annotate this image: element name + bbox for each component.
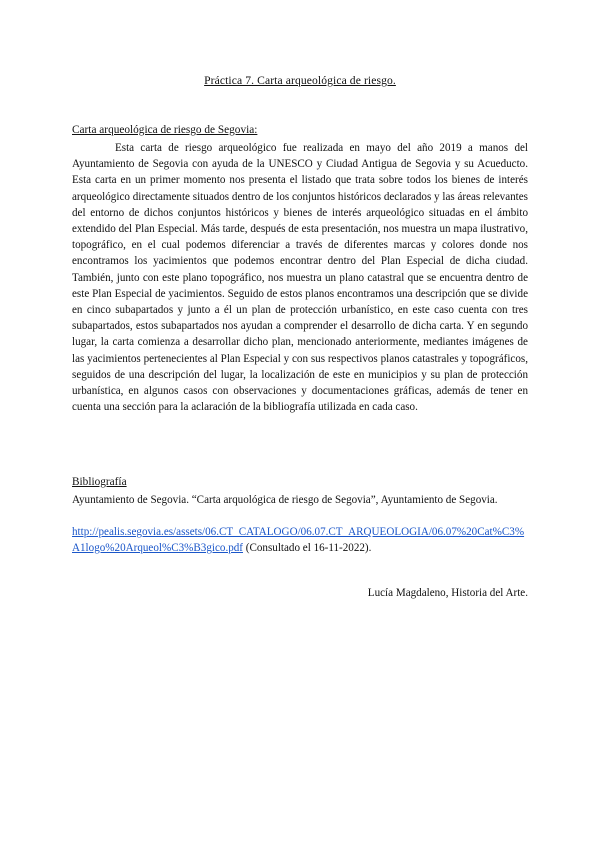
author-signature: Lucía Magdaleno, Historia del Arte.	[367, 587, 528, 599]
bibliography-link[interactable]: http://pealis.segovia.es/assets/06.CT_CATALOGO/06.07.CT_ARQUEOLOGIA/06.07%20Cat%C3%A1logo%20Arqueol%C3%B3gico.pdf	[72, 526, 525, 554]
bibliography-entry: Ayuntamiento de Segovia. “Carta arquológica de riesgo de Segovia”, Ayuntamiento de Segovia.	[72, 494, 498, 506]
bibliography-heading: Bibliografía	[72, 476, 127, 488]
page-title: Práctica 7. Carta arqueológica de riesgo.	[204, 74, 396, 87]
body-paragraph: Esta carta de riesgo arqueológico fue realizada en mayo del año 2019 a manos del Ayuntamiento de Segovia con ayuda de la UNESCO y Ciudad Antigua de Segovia y su Acueducto. Esta carta en un primer momento nos presenta el listado que trata sobre todos los bienes de interés arqueológico directamente situados dentro de los conjuntos históricos declarados y las áreas relevantes del entorno de dichos conjuntos históricos y bienes de interés arqueológico situadas en el ámbito extendido del Plan Especial. Más tarde, después de esta presentación, nos muestra un mapa ilustrativo, topográfico, en el cual podemos diferenciar a través de diferentes marcas y colores donde nos encontramos los yacimientos que podemos encontrar dentro del Plan Especial de dicha ciudad. También, junto con este plano topográfico, nos muestra un plano catastral que se encuentra dentro de este Plan Especial de yacimientos. Seguido de estos planos encontramos una descripción que se divide en cinco subapartados y junto a él un plan de protección urbanístico, en este caso cuenta con tres subapartados, estos subapartados nos ayudan a comprender el desarrollo de dicha carta. Y en segundo lugar, la carta comienza a desarrollar dicho plan, mencionado anteriormente, mediantes imágenes de las yacimientos pertenecientes al Plan Especial y con sus respectivos planos catastrales y topográficos, seguidos de una descripción del lugar, la localización de este en municipios y su plan de protección urbanística, en algunos casos con observaciones y documentaciones gráficas, además de tener en cuenta una sección para la aclaración de la bibliografía utilizada en cada caso.	[72, 142, 528, 414]
bibliography-consulted-date: (Consultado el 16-11-2022).	[243, 542, 372, 554]
bibliography-reference-line	[72, 524, 528, 556]
section-heading: Carta arqueológica de riesgo de Segovia:	[72, 124, 258, 136]
